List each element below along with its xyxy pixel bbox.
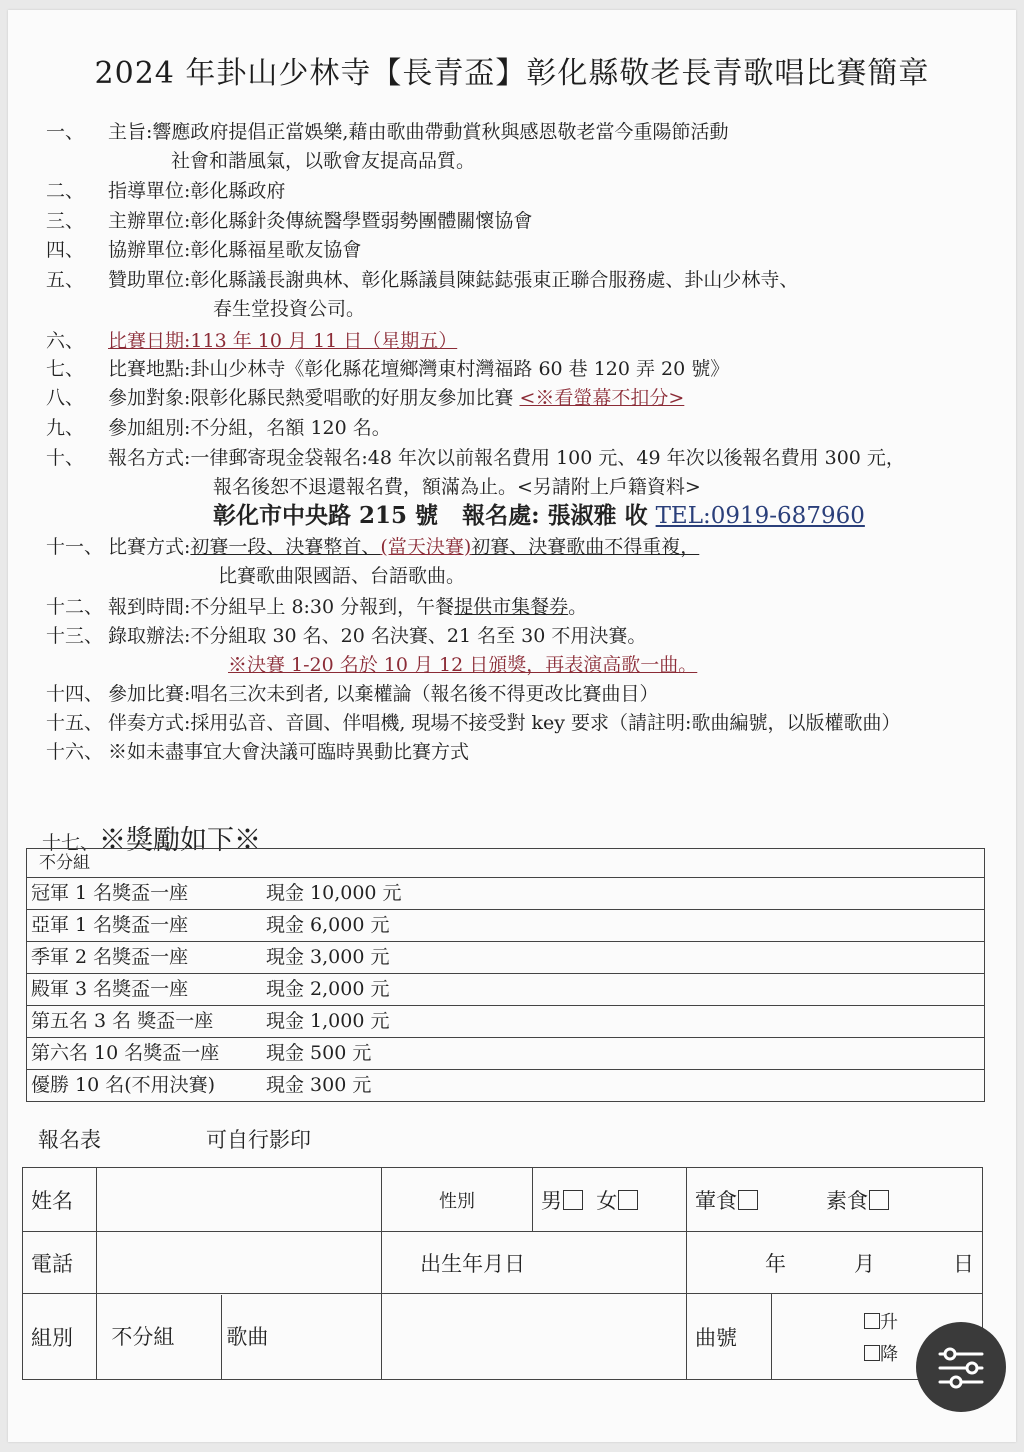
diet-options: 葷食 素食 xyxy=(686,1168,982,1232)
item-5-cont: 春生堂投資公司。 xyxy=(213,298,366,320)
item-13-award-note: ※決賽 1-20 名於 10 月 12 日頒獎，再表演高歌一曲。 xyxy=(228,654,698,676)
registration-phone: TEL:0919-687960 xyxy=(655,503,865,529)
group-song-cell xyxy=(97,1294,382,1380)
item-15: 十五、 伴奏方式:採用弘音、音圓、伴唱機, 現場不接受對 key 要求（請註明:歌曲編號，以版權歌曲） xyxy=(46,712,901,734)
group-value: 不分組 xyxy=(97,1295,222,1379)
sliders-icon xyxy=(916,1322,1006,1412)
song-label: 歌曲 xyxy=(226,1324,269,1349)
item-14: 十四、 參加比賽:唱名三次未到者, 以棄權論（報名後不得更改比賽曲目） xyxy=(46,683,659,705)
male-checkbox[interactable] xyxy=(563,1190,583,1210)
female-checkbox[interactable] xyxy=(618,1190,638,1210)
item-9: 九、 參加組別:不分組，名額 120 名。 xyxy=(46,417,391,439)
item-7: 七、 比賽地點:卦山少林寺《彰化縣花壇鄉灣東村灣福路 60 巷 120 弄 20 號》 xyxy=(46,358,730,380)
phone-label: 電話 xyxy=(23,1232,97,1294)
prize-row: 冠軍 1 名獎盃一座 現金 10,000 元 xyxy=(27,877,984,909)
item-5: 五、 贊助單位:彰化縣議長謝典林、彰化縣議員陳鋕鋕張東正聯合服務處、卦山少林寺、 xyxy=(46,269,799,291)
item-12: 十二、 報到時間:不分組早上 8:30 分報到，午餐提供市集餐券。 xyxy=(46,596,588,618)
phone-field[interactable] xyxy=(97,1232,382,1294)
prize-row: 第五名 3 名 獎盃一座 現金 1,000 元 xyxy=(27,1005,984,1037)
item-1: 一、 主旨:響應政府提倡正當娛樂,藉由歌曲帶動賞秋與感恩敬老當今重陽節活動 xyxy=(46,121,729,143)
dob-field[interactable]: 年 月 日 xyxy=(686,1232,982,1294)
item-6: 六、 比賽日期:113 年 10 月 11 日（星期五） xyxy=(46,330,458,352)
item-10-cont: 報名後恕不退還報名費，額滿為止。<另請附上戶籍資料> xyxy=(213,476,701,498)
key-up-checkbox[interactable] xyxy=(864,1313,880,1329)
adjust-button[interactable] xyxy=(916,1322,1006,1412)
gender-label: 性別 xyxy=(382,1168,533,1232)
meat-checkbox[interactable] xyxy=(738,1190,758,1210)
item-10: 十、 報名方式:一律郵寄現金袋報名:48 年次以前報名費用 100 元、49 年次以後報名費用 300 元， xyxy=(46,447,905,469)
gender-options: 男 女 xyxy=(532,1168,686,1232)
document-page xyxy=(8,10,1016,1442)
prize-row: 殿軍 3 名獎盃一座 現金 2,000 元 xyxy=(27,973,984,1005)
item-11-cont: 比賽歌曲限國語、台語歌曲。 xyxy=(218,565,466,587)
form-note: 可自行影印 xyxy=(206,1128,311,1152)
prize-row: 第六名 10 名獎盃一座 現金 500 元 xyxy=(27,1037,984,1069)
vegetarian-checkbox[interactable] xyxy=(869,1190,889,1210)
key-down-checkbox[interactable] xyxy=(864,1345,880,1361)
prize-row: 季軍 2 名獎盃一座 現金 3,000 元 xyxy=(27,941,984,973)
form-title: 報名表 xyxy=(38,1128,101,1152)
key-options: 升 降 xyxy=(772,1294,983,1380)
item-1-cont: 社會和諧風氣，以歌會友提高品質。 xyxy=(171,150,476,172)
song-number-label: 曲號 xyxy=(686,1294,771,1380)
name-label: 姓名 xyxy=(23,1168,97,1232)
name-field[interactable] xyxy=(97,1168,382,1232)
item-4: 四、 協辦單位:彰化縣福星歌友協會 xyxy=(46,239,362,261)
competition-date: 比賽日期:113 年 10 月 11 日（星期五） xyxy=(108,330,458,352)
item-17: 十七、※獎勵如下※ xyxy=(42,825,262,856)
group-label: 組別 xyxy=(23,1294,97,1380)
prize-header: 不分組 xyxy=(39,853,90,873)
item-2: 二、 指導單位:彰化縣政府 xyxy=(46,180,286,202)
item-3: 三、 主辦單位:彰化縣針灸傳統醫學暨弱勢團體關懷協會 xyxy=(46,210,533,232)
dob-label: 出生年月日 xyxy=(382,1232,687,1294)
item-16: 十六、 ※如未盡事宜大會決議可臨時異動比賽方式 xyxy=(46,741,470,763)
item-8: 八、 參加對象:限彰化縣民熱愛唱歌的好朋友參加比賽 <※看螢幕不扣分> xyxy=(46,387,685,409)
prize-row: 優勝 10 名(不用決賽) 現金 300 元 xyxy=(27,1069,984,1101)
item-11: 十一、 比賽方式:初賽一段、決賽整首、(當天決賽)初賽、決賽歌曲不得重複， xyxy=(46,536,700,558)
prize-table xyxy=(26,848,985,1102)
document-title: 2024 年卦山少林寺【長青盃】彰化縣敬老長青歌唱比賽簡章 xyxy=(94,56,930,91)
song-field[interactable] xyxy=(382,1294,687,1380)
prize-row: 亞軍 1 名獎盃一座 現金 6,000 元 xyxy=(27,909,984,941)
registration-address: 彰化市中央路 215 號 報名處: 張淑雅 收 TEL:0919-687960 xyxy=(213,502,865,529)
registration-form xyxy=(22,1167,983,1380)
item-13: 十三、 錄取辦法:不分組取 30 名、20 名決賽、21 名至 30 不用決賽。 xyxy=(46,625,647,647)
